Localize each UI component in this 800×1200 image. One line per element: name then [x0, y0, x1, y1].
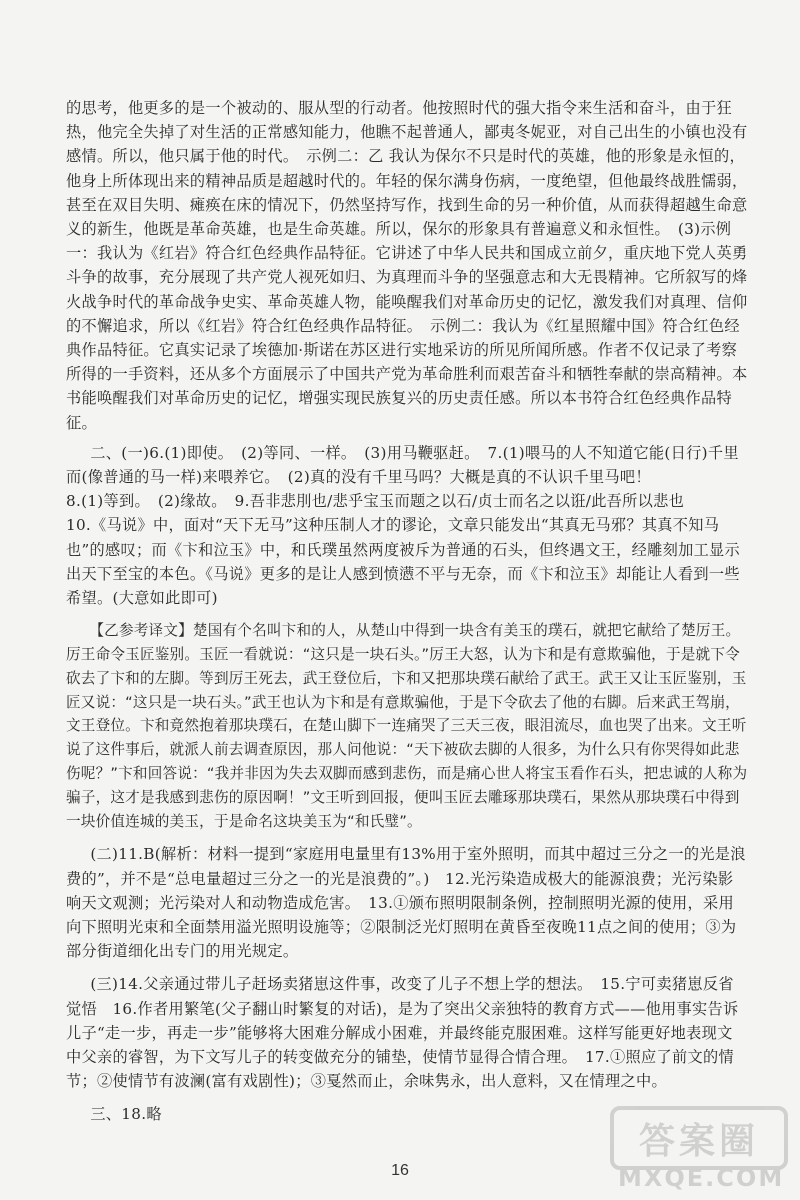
paragraph-section-2-q6-7: 二、(一)6.(1)即使。 (2)等同、一样。 (3)用马鞭驱赶。 7.(1)喂马的人不知道它能(日行)千里而(像普通的马一样)来喂养它。 (2)真的没有千里马吗？大概是真的不认识千里马吧！: [66, 443, 739, 487]
paragraph-section-2-part-3: (三)14.父亲通过带儿子赶场卖猪崽这件事，改变了儿子不想上学的想法。 15.宁可卖猪崽反省觉悟 16.作者用繁笔(父子翻山时繁复的对话)，是为了突出父亲独特的教育方式——他用事实告诉儿子“走一步，再走一步”能够将大困难分解成小困难，并最终能克服困难。这样写能更好地表现文中父亲的睿智，为下文写儿子的转变做充分的铺垫，使情节显得合情合理。 17.①照应了前文的情节；②使情节有波澜(富有戏剧性)；③戛然而止，余味隽永，出人意料，又在情理之中。: [66, 975, 739, 1091]
paragraph-section-2-part-2: (二)11.B(解析：材料一提到“家庭用电量里有13%用于室外照明，而其中超过三分之一的光是浪费的”，并不是“总电量超过三分之一的光是浪费的”。) 12.光污染造成极大的能源浪费；光污染影响天文观测；光污染对人和动物造成危害。 13.①颁布照明限制条例，控制照明光源的使用，采用向下照明光束和全面禁用溢光照明设施等；②限制泛光灯照明在黄昏至夜晚11点之间的使用；③为部分街道细化出专门的用光规定。: [66, 845, 746, 961]
answer-text-body: [66, 96, 748, 1127]
watermark-logo: [590, 1106, 790, 1196]
watermark-url: MXQE.COM: [618, 1164, 785, 1192]
translation-paragraph: 【乙参考译文】楚国有个名叫卞和的人，从楚山中得到一块含有美玉的璞石，就把它献给了楚厉王。厉王命令玉匠鉴别。玉匠一看就说：“这只是一块石头。”厉王大怒，认为卞和是有意欺骗他，于是就下令砍去了卞和的左脚。等到厉王死去，武王登位后，卞和又把那块璞石献给了武王。武王又让玉匠鉴别，玉匠又说：“这只是一块石头。”武王也认为卞和是有意欺骗他，于是下令砍去了他的右脚。后来武王驾崩，文王登位。卞和竟然抱着那块璞石，在楚山脚下一连痛哭了三天三夜，眼泪流尽，血也哭了出来。文王听说了这件事后，就派人前去调查原因，那人问他说：“天下被砍去脚的人很多，为什么只有你哭得如此悲伤呢？”卞和回答说：“我并非因为失去双脚而感到悲伤，而是痛心世人将宝玉看作石头，把忠诚的人称为骗子，这才是我感到悲伤的原因啊！”文王听到回报，便叫玉匠去雕琢那块璞石，果然从那块璞石中得到一块价值连城的美玉，于是命名这块美玉为“和氏璧”。: [66, 622, 748, 830]
paragraph-continuation: 的思考，他更多的是一个被动的、服从型的行动者。他按照时代的强大指令来生活和奋斗，由于狂热，他完全失掉了对生活的正常感知能力，他瞧不起普通人，鄙夷冬妮亚，对自己出生的小镇也没有感情。所以，他只属于他的时代。 示例二：乙 我认为保尔不只是时代的英雄，他的形象是永恒的，他身上所体现出来的精神品质是超越时代的。年轻的保尔满身伤病，一度绝望，但他最终战胜懦弱，甚至在双目失明、瘫痪在床的情况下，仍然坚持写作，找到生命的另一种价值，从而获得超越生命意义的新生，他既是革命英雄，也是生命英雄。所以，保尔的形象具有普遍意义和永恒性。 (3)示例一：我认为《红岩》符合红色经典作品特征。它讲述了中华人民共和国成立前夕，重庆地下党人英勇斗争的故事，充分展现了共产党人视死如归、为真理而斗争的坚强意志和大无畏精神。它所叙写的烽火战争时代的革命战争史实、革命英雄人物，能唤醒我们对革命历史的记忆，激发我们对真理、信仰的不懈追求，所以《红岩》符合红色经典作品特征。 示例二：我认为《红星照耀中国》符合红色经典作品特征。它真实记录了埃德加·斯诺在苏区进行实地采访的所见所闻所感。作者不仅记录了考察所得的一手资料，还从多个方面展示了中国共产党为革命胜利而艰苦奋斗和牺牲奉献的崇高精神。本书能唤醒我们对革命历史的记忆，增强实现民族复兴的历史责任感。所以本书符合红色经典作品特征。: [66, 99, 748, 432]
watermark-logo-text: 答案圈: [610, 1106, 788, 1170]
paragraph-section-3: 三、18.略: [90, 1105, 162, 1124]
page-number: 16: [391, 1162, 409, 1179]
paragraph-q8-9: 8.(1)等到。 (2)缘故。 9.吾非悲刖也/悲乎宝玉而题之以石/贞士而名之以诳/此吾所以悲也: [66, 492, 685, 511]
paragraph-q10: 10.《马说》中，面对“天下无马”这种压制人才的谬论，文章只能发出“其真无马邪？其真不知马也”的感叹；而《卞和泣玉》中，和氏璞虽然两度被斥为普通的石头，但终遇文王，经雕刻加工显示出天下至宝的本色。《马说》更多的是让人感到愤懑不平与无奈，而《卞和泣玉》却能让人看到一些希望。(大意如此即可): [66, 516, 741, 608]
